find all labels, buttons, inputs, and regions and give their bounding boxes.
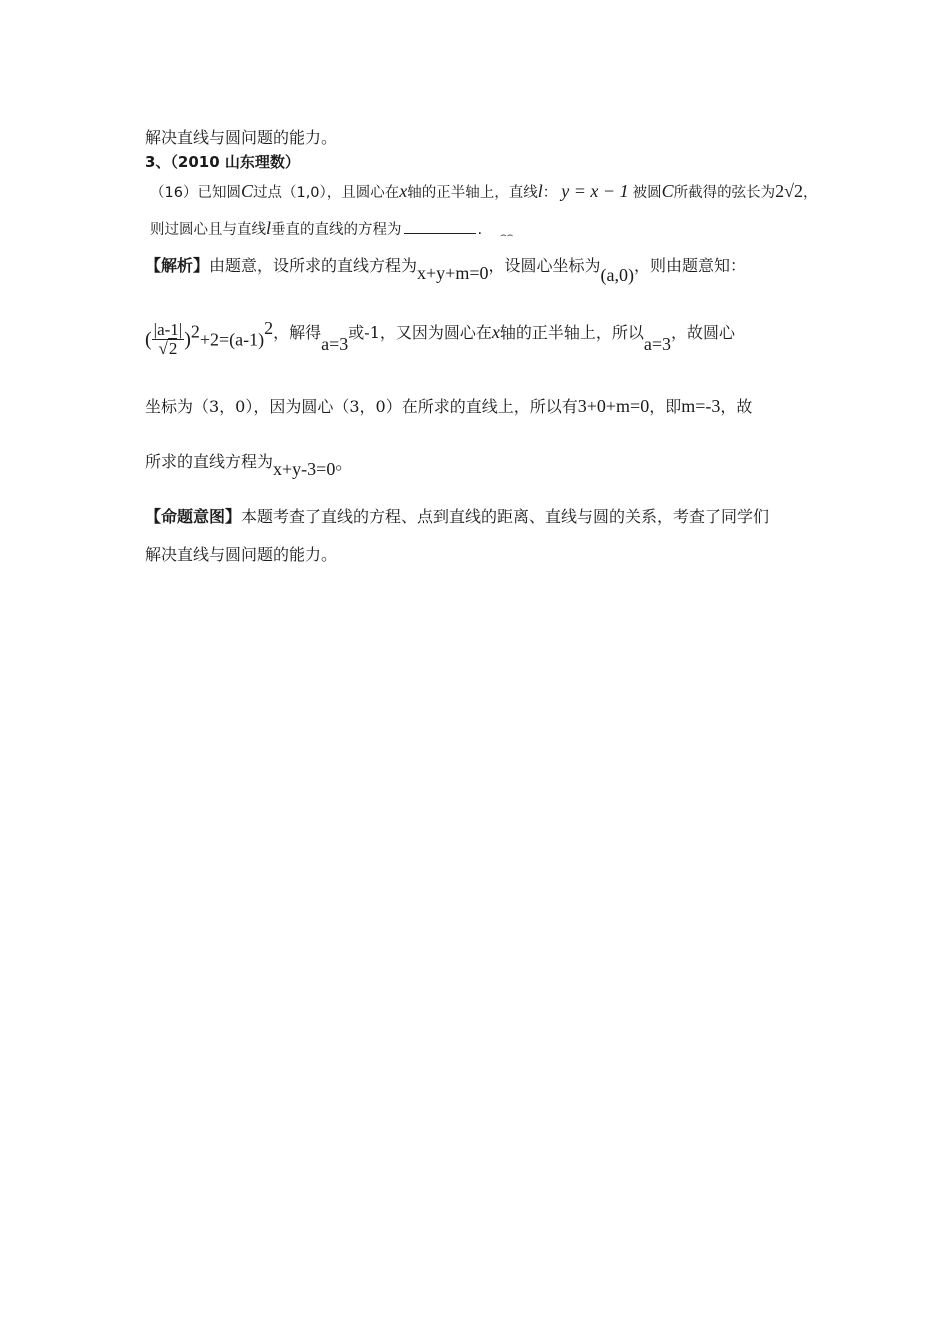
answer-blank	[404, 219, 476, 234]
intro-tail-text: 解决直线与圆问题的能力。	[145, 128, 338, 147]
squiggle-mark: ⌢⌢	[500, 230, 514, 241]
solution-line-4: 所求的直线方程为x+y-3=0。	[145, 452, 354, 479]
intent-line-1: 【命题意图】本题考查了直线的方程、点到直线的距离、直线与圆的关系，考查了同学们	[145, 507, 770, 526]
intent-label: 【命题意图】	[145, 507, 242, 526]
solution-line-3: 坐标为（3，0），因为圆心（3，0）在所求的直线上，所以有3+0+m=0，即m=-3，故	[145, 396, 753, 416]
solution-line-2: ( $\frac{|a-1|}{√2}$ )$^2+2=(a-1)^2$，解得a=3或-1，又因为圆心在x轴的正半轴上，所以a=3，故圆心	[145, 318, 736, 358]
intent-line-2: 解决直线与圆问题的能力。	[145, 545, 338, 564]
solution-line-1: 【解析】由题意，设所求的直线方程为x+y+m=0，设圆心坐标为(a,0)，则由题意知：	[145, 256, 747, 285]
chord-length: 2√2	[775, 181, 803, 201]
question-heading: 3、（2010 山东理数）	[145, 153, 300, 171]
question-line-2: 则过圆心且与直线l垂直的直线的方程为 . ⌢⌢	[150, 218, 513, 246]
distance-fraction: $\frac{|a-1|}{√2}$	[153, 320, 183, 358]
question-line-1: （16）已知圆C过点（1,0），且圆心在x轴的正半轴上，直线l： y = x − 1 被圆C所截得的弦长为2√2，	[150, 181, 818, 201]
line-equation: y = x − 1	[561, 181, 629, 201]
final-equation: x+y-3=0	[273, 459, 336, 479]
solution-label: 【解析】	[145, 256, 210, 275]
